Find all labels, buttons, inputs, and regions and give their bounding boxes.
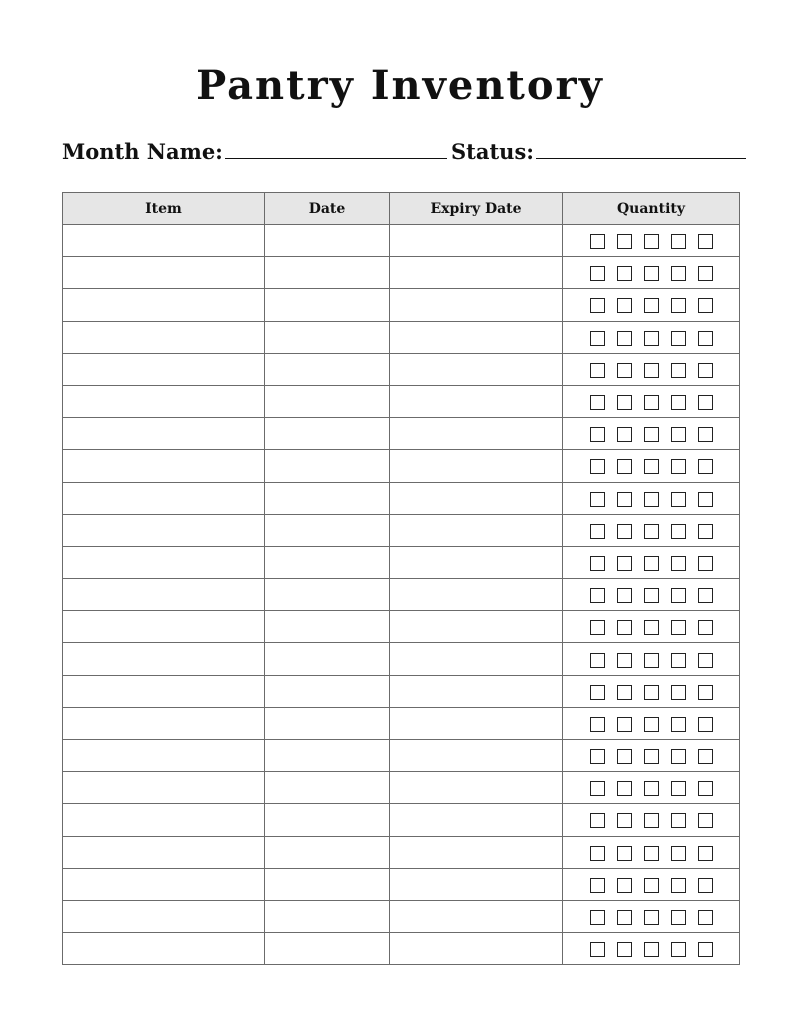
quantity-cell	[563, 804, 740, 836]
quantity-checkbox[interactable]	[590, 813, 605, 828]
expiry-date-cell[interactable]	[390, 772, 563, 804]
quantity-checkbox[interactable]	[644, 749, 659, 764]
quantity-checkbox[interactable]	[617, 685, 632, 700]
item-cell[interactable]	[63, 546, 265, 578]
quantity-checkbox[interactable]	[671, 942, 686, 957]
item-cell[interactable]	[63, 707, 265, 739]
header-quantity: Quantity	[563, 193, 740, 225]
quantity-checkbox[interactable]	[617, 427, 632, 442]
expiry-date-cell[interactable]	[390, 868, 563, 900]
quantity-checkbox[interactable]	[671, 781, 686, 796]
quantity-checkbox[interactable]	[671, 556, 686, 571]
expiry-date-cell[interactable]	[390, 740, 563, 772]
quantity-checkbox[interactable]	[644, 427, 659, 442]
quantity-checkbox[interactable]	[671, 524, 686, 539]
quantity-checkbox[interactable]	[698, 266, 713, 281]
quantity-cell	[563, 772, 740, 804]
quantity-checkbox[interactable]	[644, 234, 659, 249]
quantity-checkbox[interactable]	[671, 813, 686, 828]
date-cell[interactable]	[265, 707, 390, 739]
item-cell[interactable]	[63, 321, 265, 353]
header-expiry-date: Expiry Date	[390, 193, 563, 225]
expiry-date-cell[interactable]	[390, 482, 563, 514]
quantity-checkbox[interactable]	[590, 395, 605, 410]
quantity-cell	[563, 225, 740, 257]
table-row	[63, 289, 740, 321]
quantity-checkbox[interactable]	[617, 363, 632, 378]
quantity-checkbox[interactable]	[698, 331, 713, 346]
date-cell[interactable]	[265, 385, 390, 417]
item-cell[interactable]	[63, 289, 265, 321]
quantity-checkbox[interactable]	[590, 717, 605, 732]
quantity-checkbox[interactable]	[671, 331, 686, 346]
quantity-cell	[563, 933, 740, 965]
item-cell[interactable]	[63, 643, 265, 675]
quantity-checkbox[interactable]	[671, 717, 686, 732]
table-row	[63, 321, 740, 353]
table-row	[63, 418, 740, 450]
quantity-checkbox[interactable]	[698, 556, 713, 571]
month-name-line[interactable]	[225, 138, 447, 159]
quantity-cell	[563, 675, 740, 707]
quantity-checkbox[interactable]	[617, 813, 632, 828]
expiry-date-cell[interactable]	[390, 450, 563, 482]
quantity-checkbox[interactable]	[617, 620, 632, 635]
table-row	[63, 225, 740, 257]
quantity-checkbox[interactable]	[590, 749, 605, 764]
quantity-checkbox[interactable]	[671, 910, 686, 925]
item-cell[interactable]	[63, 900, 265, 932]
expiry-date-cell[interactable]	[390, 257, 563, 289]
expiry-date-cell[interactable]	[390, 611, 563, 643]
quantity-checkbox[interactable]	[671, 653, 686, 668]
expiry-date-cell[interactable]	[390, 353, 563, 385]
quantity-cell	[563, 643, 740, 675]
quantity-cell	[563, 353, 740, 385]
table-row	[63, 643, 740, 675]
quantity-checkbox[interactable]	[590, 234, 605, 249]
quantity-checkbox[interactable]	[698, 524, 713, 539]
quantity-checkbox[interactable]	[644, 459, 659, 474]
date-cell[interactable]	[265, 482, 390, 514]
quantity-cell	[563, 546, 740, 578]
quantity-checkbox[interactable]	[617, 781, 632, 796]
quantity-checkbox[interactable]	[644, 524, 659, 539]
quantity-checkbox[interactable]	[698, 717, 713, 732]
quantity-checkbox[interactable]	[644, 492, 659, 507]
expiry-date-cell[interactable]	[390, 546, 563, 578]
item-cell[interactable]	[63, 804, 265, 836]
quantity-checkbox[interactable]	[644, 266, 659, 281]
quantity-checkbox[interactable]	[644, 846, 659, 861]
table-row	[63, 900, 740, 932]
expiry-date-cell[interactable]	[390, 900, 563, 932]
table-row	[63, 257, 740, 289]
item-cell[interactable]	[63, 450, 265, 482]
quantity-checkbox[interactable]	[590, 910, 605, 925]
quantity-checkbox[interactable]	[671, 266, 686, 281]
table-row	[63, 546, 740, 578]
status-field	[451, 138, 746, 164]
quantity-checkbox[interactable]	[590, 266, 605, 281]
quantity-checkbox[interactable]	[698, 942, 713, 957]
quantity-checkbox[interactable]	[590, 524, 605, 539]
quantity-checkbox[interactable]	[617, 846, 632, 861]
inventory-table	[62, 192, 740, 965]
table-row	[63, 675, 740, 707]
quantity-checkbox[interactable]	[590, 556, 605, 571]
quantity-checkbox[interactable]	[698, 813, 713, 828]
expiry-date-cell[interactable]	[390, 579, 563, 611]
quantity-checkbox[interactable]	[590, 685, 605, 700]
quantity-checkbox[interactable]	[671, 427, 686, 442]
quantity-checkbox[interactable]	[698, 781, 713, 796]
quantity-checkbox[interactable]	[698, 427, 713, 442]
quantity-checkbox[interactable]	[698, 395, 713, 410]
quantity-checkbox[interactable]	[617, 588, 632, 603]
quantity-checkbox[interactable]	[590, 878, 605, 893]
quantity-checkbox[interactable]	[617, 910, 632, 925]
item-cell[interactable]	[63, 772, 265, 804]
expiry-date-cell[interactable]	[390, 385, 563, 417]
quantity-cell	[563, 321, 740, 353]
quantity-cell	[563, 900, 740, 932]
table-row	[63, 933, 740, 965]
quantity-checkbox[interactable]	[590, 459, 605, 474]
date-cell[interactable]	[265, 836, 390, 868]
table-row	[63, 450, 740, 482]
table-row	[63, 868, 740, 900]
quantity-checkbox[interactable]	[644, 685, 659, 700]
quantity-checkbox[interactable]	[590, 942, 605, 957]
quantity-checkbox[interactable]	[617, 878, 632, 893]
date-cell[interactable]	[265, 579, 390, 611]
item-cell[interactable]	[63, 740, 265, 772]
quantity-checkbox[interactable]	[698, 846, 713, 861]
month-name-field	[62, 138, 447, 164]
status-line[interactable]	[536, 138, 746, 159]
quantity-checkbox[interactable]	[590, 331, 605, 346]
quantity-checkbox[interactable]	[644, 653, 659, 668]
quantity-checkbox[interactable]	[617, 234, 632, 249]
quantity-checkbox[interactable]	[590, 620, 605, 635]
quantity-checkbox[interactable]	[671, 395, 686, 410]
quantity-checkbox[interactable]	[617, 492, 632, 507]
quantity-cell	[563, 450, 740, 482]
date-cell[interactable]	[265, 900, 390, 932]
quantity-checkbox[interactable]	[671, 492, 686, 507]
quantity-checkbox[interactable]	[590, 298, 605, 313]
quantity-checkbox[interactable]	[698, 234, 713, 249]
quantity-cell	[563, 385, 740, 417]
quantity-checkbox[interactable]	[671, 749, 686, 764]
quantity-checkbox[interactable]	[617, 395, 632, 410]
date-cell[interactable]	[265, 225, 390, 257]
item-cell[interactable]	[63, 482, 265, 514]
quantity-checkbox[interactable]	[671, 878, 686, 893]
quantity-checkbox[interactable]	[644, 298, 659, 313]
quantity-checkbox[interactable]	[590, 846, 605, 861]
quantity-checkbox[interactable]	[671, 363, 686, 378]
table-row	[63, 740, 740, 772]
quantity-checkbox[interactable]	[590, 588, 605, 603]
table-row	[63, 707, 740, 739]
quantity-cell	[563, 868, 740, 900]
quantity-checkbox[interactable]	[671, 298, 686, 313]
quantity-checkbox[interactable]	[617, 459, 632, 474]
date-cell[interactable]	[265, 418, 390, 450]
table-row	[63, 836, 740, 868]
date-cell[interactable]	[265, 868, 390, 900]
quantity-checkbox[interactable]	[617, 331, 632, 346]
quantity-checkbox[interactable]	[698, 685, 713, 700]
quantity-checkbox[interactable]	[644, 942, 659, 957]
quantity-checkbox[interactable]	[671, 459, 686, 474]
expiry-date-cell[interactable]	[390, 836, 563, 868]
table-row	[63, 804, 740, 836]
date-cell[interactable]	[265, 450, 390, 482]
quantity-checkbox[interactable]	[671, 685, 686, 700]
date-cell[interactable]	[265, 289, 390, 321]
item-cell[interactable]	[63, 836, 265, 868]
quantity-cell	[563, 740, 740, 772]
table-row	[63, 353, 740, 385]
quantity-checkbox[interactable]	[617, 266, 632, 281]
quantity-checkbox[interactable]	[644, 878, 659, 893]
table-row	[63, 514, 740, 546]
quantity-checkbox[interactable]	[698, 492, 713, 507]
table-row	[63, 482, 740, 514]
quantity-cell	[563, 707, 740, 739]
quantity-checkbox[interactable]	[590, 653, 605, 668]
quantity-checkbox[interactable]	[671, 588, 686, 603]
quantity-checkbox[interactable]	[698, 653, 713, 668]
expiry-date-cell[interactable]	[390, 418, 563, 450]
quantity-checkbox[interactable]	[590, 363, 605, 378]
date-cell[interactable]	[265, 772, 390, 804]
item-cell[interactable]	[63, 257, 265, 289]
month-name-label: Month Name:	[62, 139, 223, 164]
page-title: Pantry Inventory	[196, 62, 604, 109]
quantity-cell	[563, 514, 740, 546]
expiry-date-cell[interactable]	[390, 321, 563, 353]
quantity-checkbox[interactable]	[617, 942, 632, 957]
quantity-checkbox[interactable]	[644, 813, 659, 828]
item-cell[interactable]	[63, 579, 265, 611]
table-row	[63, 385, 740, 417]
quantity-checkbox[interactable]	[617, 653, 632, 668]
date-cell[interactable]	[265, 611, 390, 643]
quantity-checkbox[interactable]	[644, 910, 659, 925]
item-cell[interactable]	[63, 353, 265, 385]
status-label: Status:	[451, 139, 535, 164]
item-cell[interactable]	[63, 868, 265, 900]
quantity-checkbox[interactable]	[644, 556, 659, 571]
table-header-row	[63, 193, 740, 225]
expiry-date-cell[interactable]	[390, 675, 563, 707]
quantity-checkbox[interactable]	[590, 781, 605, 796]
quantity-checkbox[interactable]	[698, 620, 713, 635]
item-cell[interactable]	[63, 385, 265, 417]
quantity-checkbox[interactable]	[698, 749, 713, 764]
table-row	[63, 579, 740, 611]
header-item: Item	[63, 193, 265, 225]
quantity-checkbox[interactable]	[644, 588, 659, 603]
date-cell[interactable]	[265, 933, 390, 965]
quantity-checkbox[interactable]	[698, 298, 713, 313]
quantity-checkbox[interactable]	[590, 427, 605, 442]
quantity-checkbox[interactable]	[590, 492, 605, 507]
quantity-checkbox[interactable]	[698, 588, 713, 603]
quantity-checkbox[interactable]	[671, 846, 686, 861]
date-cell[interactable]	[265, 546, 390, 578]
expiry-date-cell[interactable]	[390, 707, 563, 739]
quantity-checkbox[interactable]	[671, 234, 686, 249]
quantity-cell	[563, 257, 740, 289]
quantity-checkbox[interactable]	[617, 749, 632, 764]
quantity-checkbox[interactable]	[698, 363, 713, 378]
expiry-date-cell[interactable]	[390, 289, 563, 321]
quantity-checkbox[interactable]	[617, 524, 632, 539]
date-cell[interactable]	[265, 257, 390, 289]
quantity-checkbox[interactable]	[644, 363, 659, 378]
expiry-date-cell[interactable]	[390, 514, 563, 546]
expiry-date-cell[interactable]	[390, 804, 563, 836]
date-cell[interactable]	[265, 675, 390, 707]
expiry-date-cell[interactable]	[390, 933, 563, 965]
quantity-checkbox[interactable]	[644, 620, 659, 635]
item-cell[interactable]	[63, 418, 265, 450]
item-cell[interactable]	[63, 514, 265, 546]
expiry-date-cell[interactable]	[390, 225, 563, 257]
date-cell[interactable]	[265, 321, 390, 353]
item-cell[interactable]	[63, 225, 265, 257]
item-cell[interactable]	[63, 675, 265, 707]
table-row	[63, 772, 740, 804]
quantity-checkbox[interactable]	[644, 395, 659, 410]
quantity-cell	[563, 289, 740, 321]
quantity-checkbox[interactable]	[617, 556, 632, 571]
date-cell[interactable]	[265, 353, 390, 385]
quantity-cell	[563, 482, 740, 514]
quantity-cell	[563, 579, 740, 611]
quantity-checkbox[interactable]	[698, 459, 713, 474]
header-date: Date	[265, 193, 390, 225]
date-cell[interactable]	[265, 804, 390, 836]
quantity-checkbox[interactable]	[671, 620, 686, 635]
date-cell[interactable]	[265, 643, 390, 675]
quantity-cell	[563, 836, 740, 868]
date-cell[interactable]	[265, 740, 390, 772]
item-cell[interactable]	[63, 611, 265, 643]
quantity-checkbox[interactable]	[644, 781, 659, 796]
quantity-checkbox[interactable]	[644, 717, 659, 732]
quantity-checkbox[interactable]	[644, 331, 659, 346]
date-cell[interactable]	[265, 514, 390, 546]
quantity-cell	[563, 418, 740, 450]
quantity-checkbox[interactable]	[698, 910, 713, 925]
quantity-cell	[563, 611, 740, 643]
item-cell[interactable]	[63, 933, 265, 965]
quantity-checkbox[interactable]	[617, 717, 632, 732]
quantity-checkbox[interactable]	[617, 298, 632, 313]
expiry-date-cell[interactable]	[390, 643, 563, 675]
quantity-checkbox[interactable]	[698, 878, 713, 893]
table-row	[63, 611, 740, 643]
